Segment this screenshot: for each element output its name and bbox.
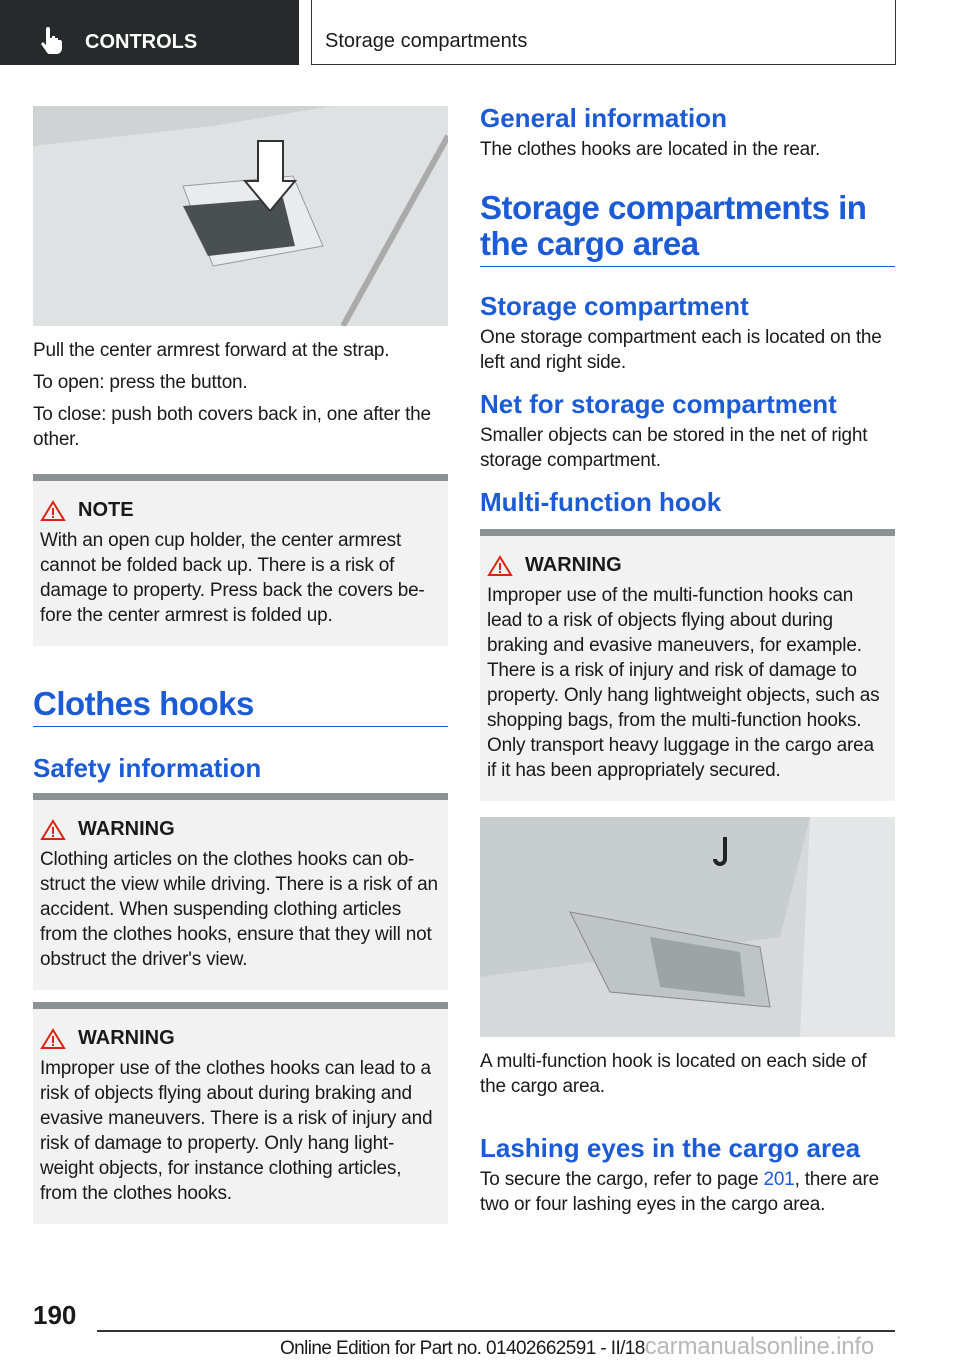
cargo-heading: Storage compartments in the cargo area (480, 190, 895, 267)
warning-title: WARNING (78, 1027, 175, 1049)
footer-edition (280, 1333, 874, 1361)
warning-text: Improper use of the multi-function hooks can lead to a risk of objects flying about during braking and evasive maneuvers, for example. There is a risk of injury and risk of damage to property. Only hang lightweight objects, such as shopping bags, from the multi-function hooks. Only transport heavy luggage in the cargo area if it has been appropriately secured. (487, 585, 880, 781)
edition-text: Online Edition for Part no. 01402662591 - II/18 (280, 1338, 645, 1359)
warning-triangle-icon (40, 819, 66, 841)
chapter-header (311, 0, 896, 65)
warning-box (33, 793, 448, 990)
net-heading: Net for storage compartment (480, 389, 837, 419)
armrest-text: To close: push both covers back in, one after the other. (33, 404, 431, 450)
hand-pointer-icon (40, 27, 64, 55)
lashing-text-post: , there are two or four lashing eyes in the cargo area. (480, 1169, 879, 1215)
page-link[interactable]: 201 (763, 1169, 795, 1190)
section-tab (0, 0, 299, 65)
armrest-image (33, 106, 448, 326)
warning-triangle-icon (40, 500, 66, 522)
warning-text: Improper use of the clothes hooks can lead to a risk of objects flying about during braking and evasive maneuvers. There is a risk of injury and risk of damage to property. Only hang light-weight objects, for instance clothing articles, from the clothes hooks. (40, 1058, 433, 1204)
net-text: Smaller objects can be stored in the net of right storage compartment. (480, 425, 868, 471)
watermark: carmanualsonline.info (644, 1333, 875, 1360)
note-text: With an open cup holder, the center armrest cannot be folded back up. There is a risk of damage to property. Press back the covers be-fore the center armrest is folded up. (40, 530, 425, 626)
left-column (33, 106, 448, 1224)
general-text: The clothes hooks are located in the rear. (480, 139, 821, 160)
hook-heading: Multi-function hook (480, 487, 722, 517)
lashing-text (480, 1167, 895, 1217)
warning-title: WARNING (78, 818, 175, 840)
note-title: NOTE (78, 499, 134, 521)
right-column (480, 103, 895, 1224)
cargo-net-image (480, 817, 895, 1037)
armrest-text: Pull the center armrest forward at the strap. (33, 340, 390, 361)
footer-rule (97, 1330, 895, 1332)
note-box (33, 474, 448, 646)
warning-triangle-icon (487, 555, 513, 577)
hook-text: A multi-function hook is located on each side of the cargo area. (480, 1051, 867, 1097)
warning-box (480, 529, 895, 801)
general-heading: General information (480, 103, 728, 133)
warning-title: WARNING (525, 554, 622, 576)
lashing-text-pre: To secure the cargo, refer to page (480, 1169, 764, 1190)
warning-text: Clothing articles on the clothes hooks can ob-struct the view while driving. There is a risk of an accident. When suspending clothing articles from the clothes hooks, ensure that they will not obstruct the driver's view. (40, 849, 438, 970)
safety-heading: Safety information (33, 753, 262, 783)
armrest-text: To open: press the button. (33, 372, 248, 393)
clothes-hooks-heading: Clothes hooks (33, 686, 448, 727)
page-number: 190 (33, 1300, 77, 1330)
storage-text: One storage compartment each is located on the left and right side. (480, 327, 882, 373)
section-label: CONTROLS (85, 31, 198, 53)
storage-heading: Storage compartment (480, 291, 749, 321)
warning-box (33, 1002, 448, 1224)
warning-triangle-icon (40, 1028, 66, 1050)
lashing-heading: Lashing eyes in the cargo area (480, 1133, 861, 1163)
chapter-title: Storage compartments (325, 30, 528, 52)
